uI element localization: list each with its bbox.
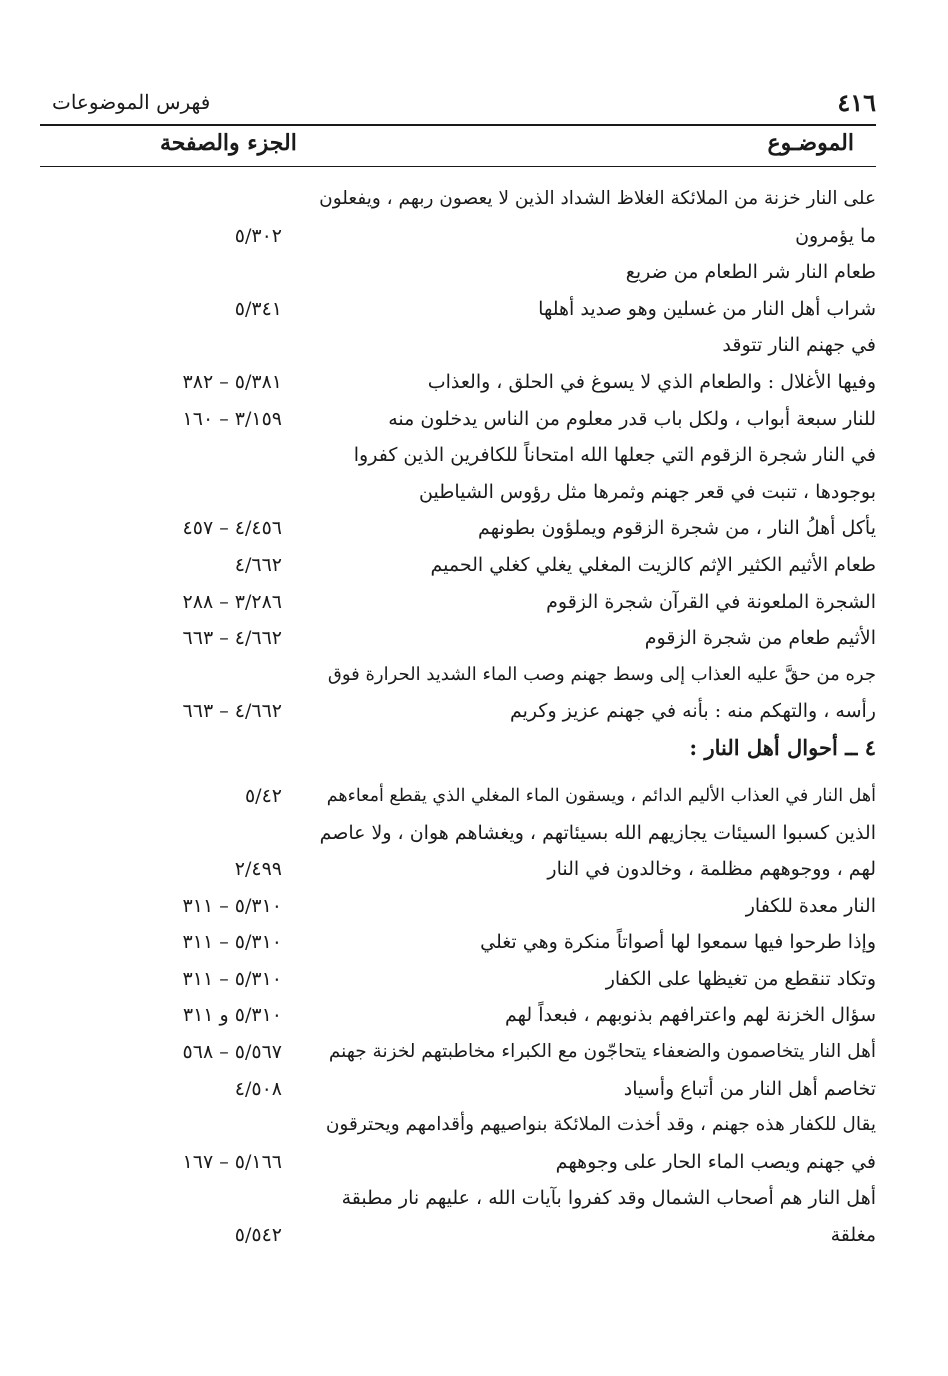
topic-text: سؤال الخزنة لهم واعترافهم بذنوبهم ، فبعداً لهم (505, 1004, 876, 1027)
volume-page-ref: ٥/٥٤٢ (234, 1224, 282, 1247)
volume-page-ref: ٥/٤٢ (244, 784, 282, 807)
index-row (0, 327, 948, 364)
index-row (0, 291, 948, 328)
topic-text: وتكاد تنقطع من تغيظها على الكفار (605, 967, 876, 990)
volume-page-ref: ٥/٣٨١ – ٣٨٢ (182, 370, 282, 393)
column-header-rule (40, 166, 876, 167)
index-row (0, 584, 948, 621)
topic-text: للنار سبعة أبواب ، ولكل باب قدر معلوم من الناس يدخلون منه (388, 407, 876, 430)
volume-page-ref: ٥/٣١٠ – ٣١١ (182, 967, 282, 990)
volume-page-ref: ٥/٣١٠ – ٣١١ (182, 931, 282, 954)
volume-page-ref: ٥/٥٦٧ – ٥٦٨ (182, 1041, 282, 1064)
index-row (0, 997, 948, 1034)
topic-text: طعام النار شر الطعام من ضريع (625, 261, 876, 284)
index-row (0, 510, 948, 547)
section-heading-row (0, 730, 948, 778)
volume-page-ref: ٣/١٥٩ – ١٦٠ (182, 407, 282, 430)
volume-page-ref: ٤/٦٦٢ (234, 553, 282, 576)
volume-page-ref: ٥/٣١٠ و ٣١١ (182, 1004, 282, 1027)
index-row (0, 401, 948, 438)
topic-text: جره من حقَّ عليه العذاب إلى وسط جهنم وصب الماء الشديد الحرارة فوق (327, 663, 876, 685)
index-row (0, 620, 948, 657)
topic-text: شراب أهل النار من غسلين وهو صديد أهلها (538, 297, 876, 320)
topic-text: وفيها الأغلال : والطعام الذي لا يسوغ في الحلق ، والعذاب (427, 370, 876, 393)
running-header (40, 88, 876, 122)
index-row (0, 181, 948, 218)
topic-text: مغلقة (830, 1224, 876, 1247)
running-title: فهرس الموضوعات (52, 90, 211, 114)
volume-page-ref: ٢/٤٩٩ (234, 858, 282, 881)
volume-page-ref: ٣/٢٨٦ – ٢٨٨ (182, 590, 282, 613)
index-row (0, 924, 948, 961)
index-row (0, 1034, 948, 1071)
volume-page-ref: ٥/٣٠٢ (234, 224, 282, 247)
topic-text: وإذا طرحوا فيها سمعوا لها أصواتاً منكرة وهي تغلي (480, 931, 876, 954)
topic-text: أهل النار هم أصحاب الشمال وقد كفروا بآيات الله ، عليهم نار مطبقة (341, 1187, 876, 1210)
index-entries (0, 181, 948, 1254)
index-row (0, 1180, 948, 1217)
volume-page-ref: ٥/٣٤١ (234, 297, 282, 320)
section-heading: ٤ ــ أحوال أهل النار : (689, 734, 876, 760)
topic-text: النار معدة للكفار (745, 894, 876, 917)
topic-text: على النار خزنة من الملائكة الغلاظ الشداد الذين لا يعصون ربهم ، ويفعلون (319, 188, 876, 209)
topic-text: الأثيم طعام من شجرة الزقوم (644, 627, 876, 650)
topic-text: ما يؤمرون (795, 224, 876, 247)
index-row (0, 851, 948, 888)
topic-text: بوجودها ، تنبت في قعر جهنم وثمرها مثل رؤوس الشياطين (419, 480, 876, 503)
topic-text: أهل النار يتخاصمون والضعفاء يتحاجّون مع الكبراء مخاطبتهم لخزنة جهنم (328, 1041, 876, 1063)
topic-text: الذين كسبوا السيئات يجازيهم الله بسيئاتهم ، ويغشاهم هوان ، ولا عاصم (319, 821, 876, 844)
page-number: ٤١٦ (837, 88, 876, 117)
index-row (0, 1217, 948, 1254)
volume-page-ref: ٤/٤٥٦ – ٤٥٧ (182, 517, 282, 540)
index-row (0, 1071, 948, 1108)
topic-text: طعام الأثيم الكثير الإثم كالزيت المغلي يغلي كغلي الحميم (430, 553, 876, 576)
topic-text: رأسه ، والتهكم منه : بأنه في جهنم عزيز وكريم (509, 700, 876, 723)
volume-page-ref: ٤/٦٦٢ – ٦٦٣ (182, 627, 282, 650)
topic-text: في النار شجرة الزقوم التي جعلها الله امتحاناً للكافرين الذين كفروا (353, 444, 876, 467)
index-row (0, 888, 948, 925)
header-rule (40, 124, 876, 126)
index-row (0, 961, 948, 998)
index-row (0, 1144, 948, 1181)
topic-text: في جهنم ويصب الماء الحار على وجوههم (555, 1150, 876, 1173)
index-row (0, 437, 948, 474)
topic-text: تخاصم أهل النار من أتباع وأسياد (623, 1077, 876, 1100)
topic-text: أهل النار في العذاب الأليم الدائم ، ويسقون الماء المغلي الذي يقطع أمعاءهم (326, 785, 876, 806)
topic-text: لهم ، ووجوههم مظلمة ، وخالدون في النار (547, 858, 876, 881)
volume-page-ref: ٤/٦٦٢ – ٦٦٣ (182, 700, 282, 723)
volume-page-ref: ٤/٥٠٨ (234, 1077, 282, 1100)
index-row (0, 254, 948, 291)
index-row (0, 693, 948, 730)
index-row (0, 1107, 948, 1144)
volume-page-ref: ٥/١٦٦ – ١٦٧ (182, 1150, 282, 1173)
topic-text: الشجرة الملعونة في القرآن شجرة الزقوم (546, 590, 876, 613)
topic-text: يقال للكفار هذه جهنم ، وقد أخذت الملائكة بنواصيهم وأقدامهم ويحترقون (325, 1114, 876, 1136)
index-row (0, 657, 948, 694)
reference-column-header: الجزء والصفحة (160, 130, 297, 156)
index-row (0, 547, 948, 584)
index-row (0, 218, 948, 255)
index-row (0, 364, 948, 401)
index-row (0, 815, 948, 852)
topic-text: يأكل أهلُ النار ، من شجرة الزقوم ويملؤون بطونهم (478, 517, 876, 540)
topic-text: في جهنم النار تتوقد (722, 334, 876, 357)
topic-column-header: الموضـوع (767, 130, 854, 156)
volume-page-ref: ٥/٣١٠ – ٣١١ (182, 894, 282, 917)
index-row (0, 778, 948, 815)
index-row (0, 474, 948, 511)
